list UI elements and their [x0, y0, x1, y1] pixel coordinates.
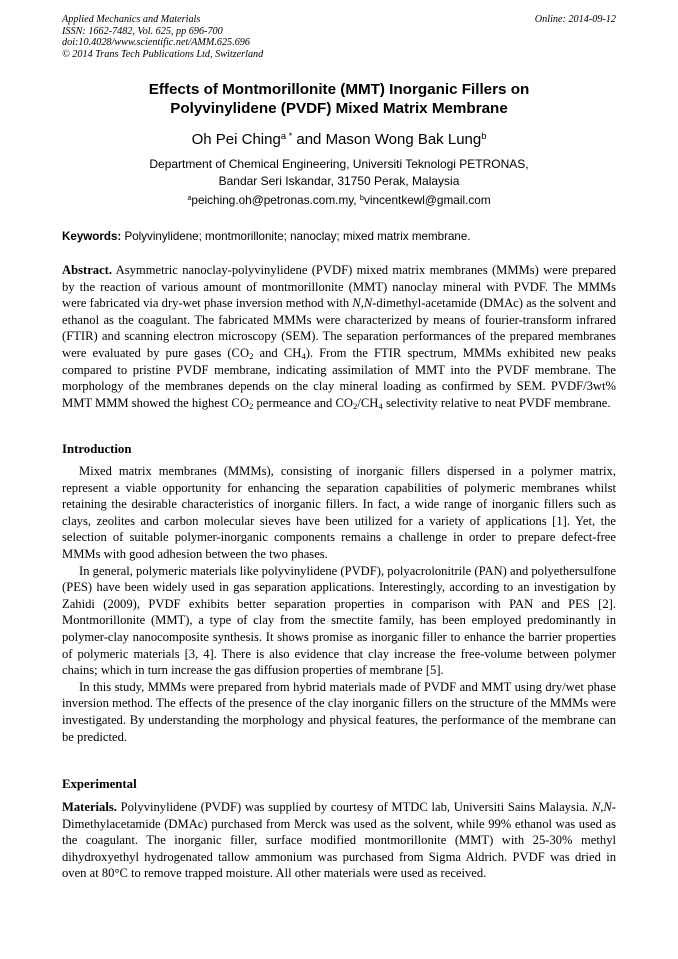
- materials-text: -Dimethylacetamide (DMAc) purchased from Merck was used as the solvent, while 99% ethanol was used as the coagulant. The inorganic filler, surface modified montmorillonite (MMT) with 25-30% methyl dihydroxyethyl hydrogenated tallow ammonium was purchased from Sigma Aldrich. PVDF was dried in oven at 80°C to remove trapped moisture. All other materials were used as received.: [62, 800, 616, 881]
- author-joiner: and: [292, 131, 326, 148]
- abstract: [62, 262, 616, 411]
- affiliation-line-2: Bandar Seri Iskandar, 31750 Perak, Malaysia: [218, 173, 460, 188]
- email-address: vincentkewl@gmail.com: [363, 193, 491, 207]
- abstract-text: ). From the FTIR spectrum, MMMs exhibited new peaks compared to pristine PVDF membrane, indicating assimilation of MMT into the PVDF membrane. The morphology of the membranes depends on the clay mineral loading as confirmed by SEM. PVDF/3wt% MMT MMM showed the highest CO: [62, 345, 616, 410]
- doi-line: doi:10.4028/www.scientific.net/AMM.625.696: [62, 37, 250, 49]
- materials-text-italic: N,N: [591, 800, 612, 814]
- subscript: 2: [248, 400, 254, 411]
- author-list: [62, 131, 616, 149]
- abstract-text: permeance and CO: [253, 395, 353, 410]
- abstract-text: -dimethyl-acetamide (DMAc) as the solvent and ethanol as the coagulant. The fabricated MMMs were characterized by means of fourier-transform infrared (FTIR) and scanning electron microscopy (SEM). The separation performances of the prepared membranes were evaluated by pure gases (CO: [62, 296, 616, 360]
- author-name: Oh Pei Ching: [191, 131, 281, 148]
- abstract-text: Asymmetric nanoclay-polyvinylidene (PVDF) mixed matrix membranes (MMMs) were prepared by the reaction of various amount of montmorillonite (MMT) nanoclay mineral with PVDF. The MMMs were fabricated via dry-wet phase inversion method with: [62, 263, 616, 311]
- author-affiliation-mark: b: [481, 130, 487, 141]
- author-affiliation-mark: a *: [280, 130, 293, 141]
- email-mark: b: [359, 192, 364, 202]
- email-mark: a: [187, 192, 192, 202]
- journal-header: [62, 14, 616, 60]
- author-name: Mason Wong Bak Lung: [325, 131, 482, 148]
- title-line-2: Polyvinylidene (PVDF) Mixed Matrix Membrane: [170, 99, 508, 117]
- abstract-text-italic: N,N: [352, 296, 373, 311]
- copyright-line: © 2014 Trans Tech Publications Ltd, Switzerland: [62, 48, 264, 60]
- materials-paragraph: [62, 799, 616, 882]
- title-line-1: Effects of Montmorillonite (MMT) Inorganic Fillers on: [148, 81, 530, 98]
- section-heading-experimental: Experimental: [62, 777, 137, 791]
- keywords: [62, 229, 616, 245]
- subscript: 4: [378, 400, 383, 411]
- materials-label: Materials.: [62, 800, 117, 814]
- email-address: peiching.oh@petronas.com.my,: [191, 193, 360, 207]
- abstract-text: selectivity relative to neat PVDF membrane.: [382, 395, 611, 410]
- affiliation: [62, 156, 616, 189]
- paragraph: In general, polymeric materials like polyvinylidene (PVDF), polyacrolonitrile (PAN) and polyethersulfone (PES) have been widely used in gas separation applications. Interestingly, according to an investigation by Zahidi (2009), PVDF exhibits better separation properties in comparison with PAN and PES [2]. Montmorillonite (MMT), a type of clay from the smectite family, has been employed predominantly in polymer-clay nanocomposite synthesis. It shows promise as inorganic filler to enhance the barrier properties of polymeric materials [3, 4]. There is also evidence that clay increase the free-volume between polymer chains; which in turn increase the gas diffusion properties of membrane [5].: [62, 563, 616, 678]
- affiliation-line-1: Department of Chemical Engineering, Universiti Teknologi PETRONAS,: [149, 157, 529, 171]
- subscript: 2: [353, 400, 358, 411]
- section-heading-introduction: Introduction: [62, 442, 132, 456]
- paragraph: Mixed matrix membranes (MMMs), consisting of inorganic fillers dispersed in a polymer matrix, represent a viable opportunity for enhancing the separation capabilities of polymeric membranes whilst retaining the desirable characteristics of inorganic fillers. In fact, a wide range of inorganic fillers such as clays, zeolites and carbon molecular sieves have been utilized for a variety of applications [1]. Yet, the selection of suitable polymer-inorganic components remains a challenge in order to prepare defect-free MMMs with good adhesion between the two phases.: [62, 464, 616, 561]
- online-date: Online: 2014-09-12: [534, 14, 616, 25]
- author-emails: [62, 192, 616, 208]
- subscript: 2: [249, 351, 254, 362]
- materials-text: Polyvinylidene (PVDF) was supplied by courtesy of MTDC lab, Universiti Sains Malaysia.: [116, 800, 592, 814]
- abstract-text: /CH: [357, 395, 379, 410]
- issn-line: ISSN: 1662-7482, Vol. 625, pp 696-700: [62, 25, 223, 37]
- abstract-text: and CH: [253, 345, 302, 360]
- abstract-label: Abstract.: [62, 263, 113, 277]
- journal-name: Applied Mechanics and Materials: [62, 14, 201, 25]
- paragraph: In this study, MMMs were prepared from hybrid materials made of PVDF and MMT using dry/wet phase inversion method. The effects of the presence of the clay inorganic fillers on the structure of the MMMs were investigated. By understanding the morphology and physical features, the performance of the membrane can be predicted.: [62, 679, 616, 744]
- paper-title: [62, 81, 616, 118]
- keywords-text: Polyvinylidene; montmorillonite; nanoclay; mixed matrix membrane.: [121, 230, 471, 243]
- subscript: 4: [301, 351, 306, 362]
- keywords-label: Keywords:: [62, 230, 122, 243]
- introduction-body: [62, 463, 616, 745]
